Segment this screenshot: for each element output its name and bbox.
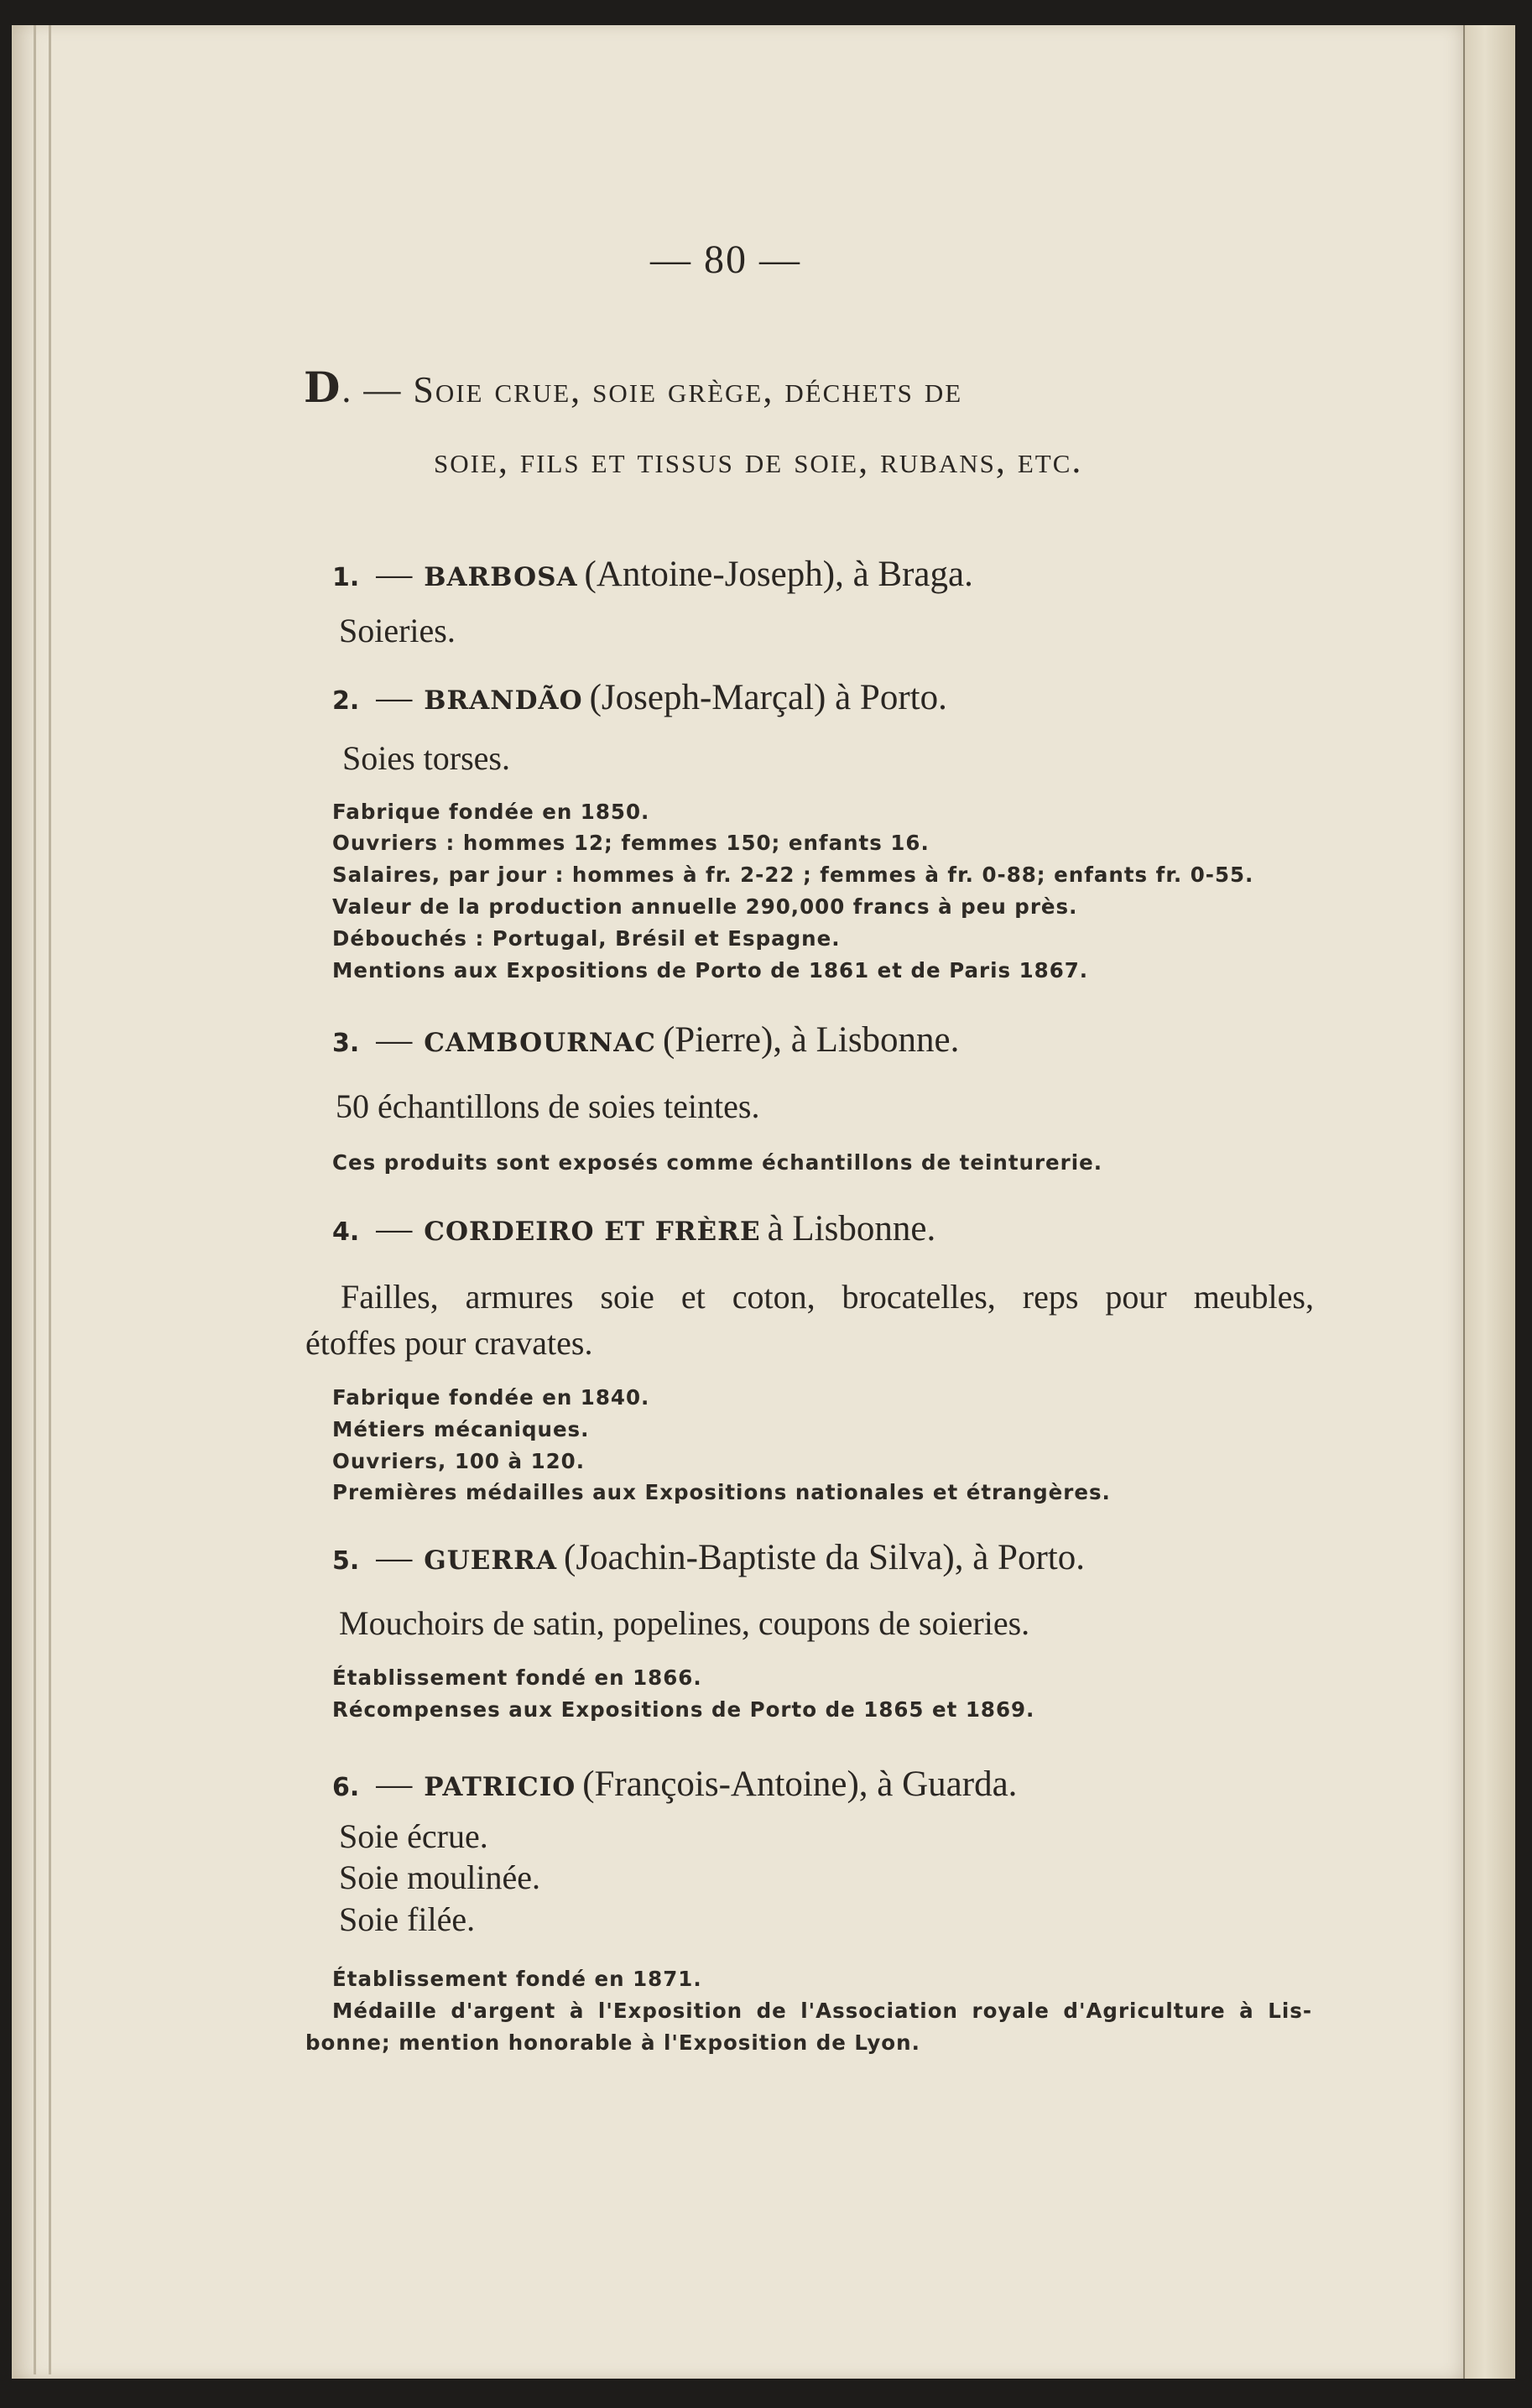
entry-note: Débouchés : Portugal, Brésil et Espagne. xyxy=(332,926,841,951)
page-number: — 80 — xyxy=(650,237,801,282)
entry-note: Établissement fondé en 1871. xyxy=(332,1967,702,1991)
entry-number: 6. xyxy=(332,1773,360,1802)
entry-note: Mentions aux Expositions de Porto de 1861 et de Paris 1867. xyxy=(332,958,1089,982)
entry-title xyxy=(332,1764,1017,1805)
section-title-line1: . — Soie crue, soie grège, déchets de xyxy=(341,369,963,410)
entry-note: Métiers mécaniques. xyxy=(332,1417,590,1441)
section-heading xyxy=(304,352,1378,496)
entry-note: Premières médailles aux Expositions nationales et étrangères. xyxy=(332,1480,1111,1504)
exhibitor-details: à Lisbonne. xyxy=(767,1209,936,1248)
entry-note: Établissement fondé en 1866. xyxy=(332,1665,702,1690)
exhibitor-name: CORDEIRO ET FRÈRE xyxy=(424,1217,761,1247)
entry-note: Ces produits sont exposés comme échantillons de teinturerie. xyxy=(332,1150,1103,1175)
entry-number: 3. xyxy=(332,1029,360,1058)
exhibitor-name: PATRICIO xyxy=(424,1772,576,1802)
adjacent-page-edge xyxy=(1463,25,1515,2379)
entry-dash: — xyxy=(376,555,413,594)
entry-title xyxy=(332,554,973,595)
entry-description: Soieries. xyxy=(339,612,456,649)
exhibitor-details: (Pierre), à Lisbonne. xyxy=(662,1020,960,1060)
entry-number: 4. xyxy=(332,1217,360,1247)
entry-title xyxy=(332,1019,959,1061)
section-letter: D xyxy=(304,362,342,412)
entry-number: 5. xyxy=(332,1546,360,1576)
entry-description: Failles, armures soie et coton, brocatelles, reps pour meubles, xyxy=(341,1278,1314,1316)
entry-description: Soie moulinée. xyxy=(339,1858,540,1896)
entry-number: 2. xyxy=(332,686,360,716)
exhibitor-details: (Joachin-Baptiste da Silva), à Porto. xyxy=(564,1538,1085,1577)
entry-title xyxy=(332,677,947,718)
entry-note: Ouvriers : hommes 12; femmes 150; enfants 16. xyxy=(332,831,930,855)
entry-note: Salaires, par jour : hommes à fr. 2-22 ; femmes à fr. 0-88; enfants fr. 0-55. xyxy=(332,863,1254,887)
entry-note: Ouvriers, 100 à 120. xyxy=(332,1449,586,1473)
entry-note: bonne; mention honorable à l'Exposition de Lyon. xyxy=(305,2030,920,2055)
entry-dash: — xyxy=(376,1209,413,1248)
section-title-line2: soie, fils et tissus de soie, rubans, etc. xyxy=(434,440,1083,481)
entry-description: Soie filée. xyxy=(339,1900,476,1938)
entry-dash: — xyxy=(376,1020,413,1060)
entry-note: Récompenses aux Expositions de Porto de 1865 et 1869. xyxy=(332,1697,1035,1722)
entry-title xyxy=(332,1537,1085,1578)
entry-note: Fabrique fondée en 1850. xyxy=(332,800,650,824)
exhibitor-name: GUERRA xyxy=(424,1545,557,1576)
exhibitor-details: (François-Antoine), à Guarda. xyxy=(582,1764,1018,1804)
entry-description: Soies torses. xyxy=(342,739,510,777)
entry-note: Médaille d'argent à l'Exposition de l'Association royale d'Agriculture à Lis- xyxy=(332,1999,1312,2023)
entry-description: Mouchoirs de satin, popelines, coupons de soieries. xyxy=(339,1604,1030,1642)
exhibitor-details: (Joseph-Marçal) à Porto. xyxy=(589,678,947,717)
entry-dash: — xyxy=(376,1538,413,1577)
entry-note: Valeur de la production annuelle 290,000 francs à peu près. xyxy=(332,894,1078,919)
entry-dash: — xyxy=(376,678,413,717)
entry-description: étoffes pour cravates. xyxy=(305,1324,593,1362)
entry-title xyxy=(332,1208,935,1249)
exhibitor-details: (Antoine-Joseph), à Braga. xyxy=(584,555,973,594)
entry-dash: — xyxy=(376,1764,413,1804)
exhibitor-name: CAMBOURNAC xyxy=(424,1028,656,1058)
entry-description: 50 échantillons de soies teintes. xyxy=(336,1087,760,1125)
entry-description: Soie écrue. xyxy=(339,1817,488,1855)
entry-note: Fabrique fondée en 1840. xyxy=(332,1385,650,1410)
entry-number: 1. xyxy=(332,563,360,592)
exhibitor-name: BRANDÃO xyxy=(424,685,583,716)
exhibitor-name: BARBOSA xyxy=(424,562,578,592)
